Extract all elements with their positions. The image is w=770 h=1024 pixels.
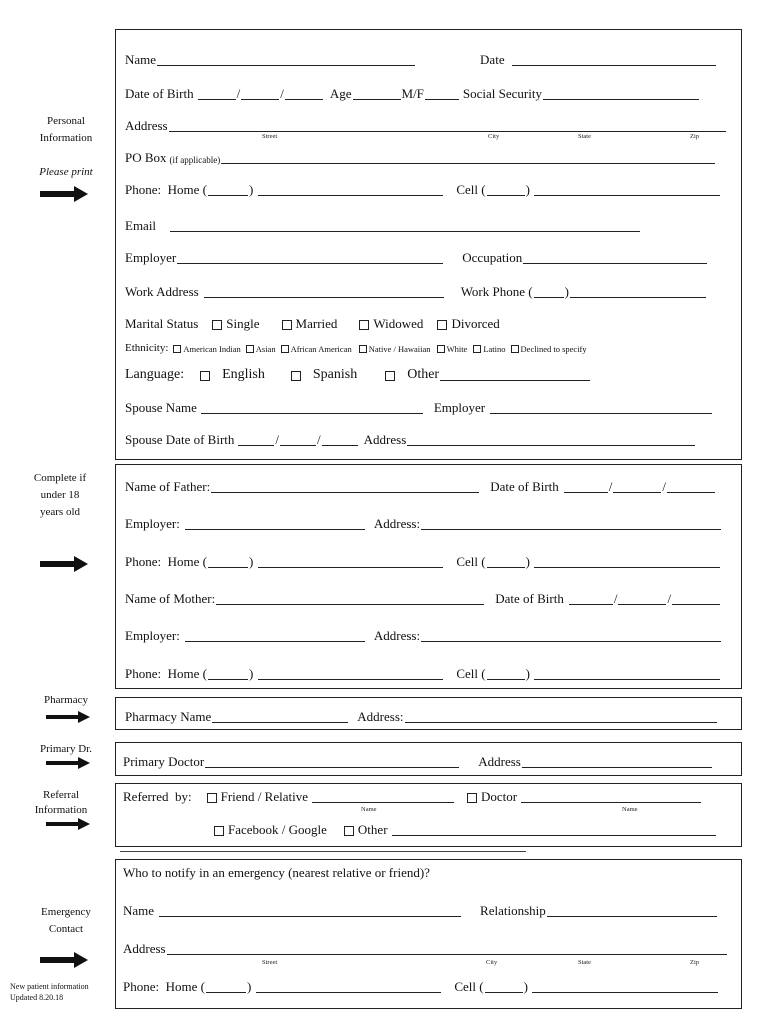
- father-employer-field[interactable]: [185, 517, 365, 530]
- father-dob-year-field[interactable]: [667, 480, 715, 493]
- language-other-field[interactable]: [440, 368, 590, 381]
- phone-area-field[interactable]: [208, 667, 248, 680]
- primary-doctor-row: [123, 754, 713, 770]
- checkbox[interactable]: [385, 371, 395, 381]
- checkbox[interactable]: [359, 345, 367, 353]
- work-phone-field[interactable]: [570, 285, 706, 298]
- dob-row: [125, 86, 700, 102]
- paren: ): [248, 554, 254, 569]
- pharmacy-address-field[interactable]: [405, 710, 717, 723]
- dob-month-field[interactable]: [198, 87, 236, 100]
- email-field[interactable]: [170, 219, 640, 232]
- work-address-field[interactable]: [204, 285, 444, 298]
- spouse-dob-year-field[interactable]: [322, 433, 358, 446]
- phone-home-field[interactable]: [258, 183, 443, 196]
- emergency-address-label: Address: [123, 941, 166, 956]
- language-row: [125, 367, 591, 383]
- address-row: [125, 118, 727, 134]
- referred-by-label: Referred by:: [123, 789, 192, 804]
- checkbox[interactable]: [282, 320, 292, 330]
- marital-option: Divorced: [451, 316, 500, 331]
- emergency-name-field[interactable]: [159, 904, 461, 917]
- spouse-dob-month-field[interactable]: [238, 433, 274, 446]
- spouse-employer-label: Employer: [433, 400, 486, 415]
- date-label: Date: [480, 52, 505, 67]
- phone-home-label: Phone: Home (: [125, 554, 207, 569]
- father-address-field[interactable]: [421, 517, 721, 530]
- form-version-footer: New patient information Updated 8.20.18: [10, 982, 89, 1002]
- marital-option: Married: [295, 316, 338, 331]
- street-hint: Street: [262, 133, 278, 140]
- mf-label: M/F: [401, 86, 424, 101]
- email-label: Email: [125, 218, 157, 233]
- separator: /: [317, 432, 321, 447]
- employer-field[interactable]: [177, 251, 443, 264]
- ethnicity-label: Ethnicity:: [125, 342, 169, 354]
- cell-label: Cell (: [456, 554, 486, 569]
- work-address-row: [125, 284, 707, 300]
- emergency-cell-field[interactable]: [532, 980, 718, 993]
- doctor-name-field[interactable]: [521, 790, 701, 803]
- primary-doctor-field[interactable]: [205, 755, 459, 768]
- father-dob-day-field[interactable]: [613, 480, 661, 493]
- age-label: Age: [329, 86, 352, 101]
- occupation-label: Occupation: [462, 250, 523, 265]
- occupation-field[interactable]: [523, 251, 707, 264]
- spouse-dob-day-field[interactable]: [280, 433, 316, 446]
- checkbox[interactable]: [467, 793, 477, 803]
- language-option: English: [222, 367, 265, 382]
- dob-label: Date of Birth: [125, 86, 194, 101]
- separator: /: [613, 591, 618, 606]
- date-field[interactable]: [512, 53, 716, 66]
- cell-area-field[interactable]: [487, 555, 525, 568]
- mother-address-label: Address:: [373, 628, 421, 643]
- relationship-label: Relationship: [480, 903, 546, 918]
- checkbox[interactable]: [473, 345, 481, 353]
- cell-label: Cell (: [454, 979, 484, 994]
- guardian-section: [115, 464, 742, 689]
- father-dob-label: Date of Birth: [490, 479, 559, 494]
- separator: /: [236, 86, 241, 101]
- checkbox[interactable]: [200, 371, 210, 381]
- mother-row: [125, 591, 721, 607]
- checkbox[interactable]: [437, 320, 447, 330]
- facebook-google-label: Facebook / Google: [228, 822, 327, 837]
- cell-label: Cell (: [456, 182, 486, 197]
- mother-name-label: Name of Mother:: [125, 591, 216, 606]
- pharmacy-row: [125, 709, 718, 725]
- cell-label: Cell (: [456, 666, 486, 681]
- spouse-dob-row: [125, 432, 696, 448]
- relationship-field[interactable]: [547, 904, 717, 917]
- primary-doctor-label: Primary Doctor: [123, 754, 205, 769]
- work-phone-area-field[interactable]: [534, 285, 564, 298]
- marital-row: [125, 316, 500, 332]
- paren: ): [525, 666, 530, 681]
- separator: /: [662, 479, 667, 494]
- city-hint: City: [486, 959, 498, 966]
- pharmacy-address-label: Address:: [357, 709, 404, 724]
- employer-row: [125, 250, 708, 266]
- doctor-referral-label: Doctor: [480, 789, 518, 804]
- marital-status-label: Marital Status: [125, 316, 199, 331]
- emergency-question-row: [123, 865, 430, 881]
- mother-phone-field[interactable]: [258, 667, 443, 680]
- spouse-employer-field[interactable]: [490, 401, 712, 414]
- mother-dob-year-field[interactable]: [672, 592, 720, 605]
- city-hint: City: [488, 133, 500, 140]
- dob-day-field[interactable]: [241, 87, 279, 100]
- cell-area-field[interactable]: [487, 667, 525, 680]
- sex-field[interactable]: [425, 87, 459, 100]
- phone-home-label: Phone: Home (: [125, 666, 207, 681]
- emergency-phone-row: [123, 979, 719, 995]
- checkbox[interactable]: [359, 320, 369, 330]
- primary-address-label: Address: [478, 754, 521, 769]
- emergency-contact-label: Emergency Contact: [41, 906, 91, 935]
- spouse-name-field[interactable]: [201, 401, 423, 414]
- ssn-label: Social Security: [462, 86, 542, 101]
- checkbox[interactable]: [291, 371, 301, 381]
- cell-area-field[interactable]: [487, 183, 525, 196]
- mother-name-field[interactable]: [216, 592, 484, 605]
- emergency-name-label: Name: [123, 903, 155, 918]
- emergency-address-field[interactable]: [167, 942, 727, 955]
- primary-address-field[interactable]: [522, 755, 712, 768]
- work-address-label: Work Address: [125, 284, 199, 299]
- mother-dob-month-field[interactable]: [569, 592, 613, 605]
- father-address-label: Address:: [373, 516, 421, 531]
- pharmacy-name-label: Pharmacy Name: [125, 709, 212, 724]
- father-name-label: Name of Father:: [125, 479, 211, 494]
- spouse-row: [125, 400, 713, 416]
- friend-relative-label: Friend / Relative: [220, 789, 308, 804]
- father-dob-month-field[interactable]: [564, 480, 608, 493]
- marital-option: Widowed: [373, 316, 424, 331]
- mother-employer-row: [125, 628, 722, 644]
- spouse-address-field[interactable]: [407, 433, 695, 446]
- father-name-field[interactable]: [211, 480, 479, 493]
- paren: ): [525, 554, 530, 569]
- father-employer-row: [125, 516, 722, 532]
- address-label: Address: [125, 118, 168, 133]
- mother-dob-label: Date of Birth: [495, 591, 564, 606]
- spouse-dob-label: Spouse Date of Birth: [125, 432, 235, 447]
- ethnicity-option: African American: [290, 344, 352, 354]
- cell-area-field[interactable]: [485, 980, 523, 993]
- divider: [120, 851, 526, 852]
- father-phone-field[interactable]: [258, 555, 443, 568]
- ethnicity-row: [125, 342, 587, 354]
- other-referral-field[interactable]: [392, 823, 716, 836]
- checkbox[interactable]: [214, 826, 224, 836]
- pharmacy-name-field[interactable]: [212, 710, 348, 723]
- arrow-right-icon: [40, 952, 90, 968]
- pharmacy-label: Pharmacy: [44, 694, 88, 706]
- checkbox[interactable]: [344, 826, 354, 836]
- separator: /: [280, 86, 284, 101]
- name-hint: Name: [622, 806, 638, 813]
- ethnicity-option: American Indian: [183, 344, 241, 354]
- checkbox[interactable]: [437, 345, 445, 353]
- arrow-right-icon: [40, 556, 90, 572]
- please-print-label: Please print: [39, 166, 93, 178]
- paren: ): [525, 182, 530, 197]
- dob-year-field[interactable]: [285, 87, 323, 100]
- paren: ): [523, 979, 528, 994]
- ethnicity-option: Native / Hawaiian: [368, 344, 431, 354]
- name-hint: Name: [361, 806, 377, 813]
- email-row: [125, 218, 641, 234]
- arrow-right-icon: [40, 186, 90, 202]
- mother-employer-field[interactable]: [185, 629, 365, 642]
- state-hint: State: [578, 133, 591, 140]
- paren: ): [248, 182, 254, 197]
- age-field[interactable]: [353, 87, 401, 100]
- paren: ): [246, 979, 252, 994]
- referral-row-1: [123, 789, 702, 805]
- separator: /: [275, 432, 280, 447]
- ethnicity-option: Latino: [483, 344, 506, 354]
- separator: /: [608, 479, 613, 494]
- emergency-phone-field[interactable]: [256, 980, 441, 993]
- mother-cell-field[interactable]: [534, 667, 720, 680]
- phone-area-field[interactable]: [208, 555, 248, 568]
- arrow-right-icon: [46, 757, 96, 769]
- paren: ): [248, 666, 254, 681]
- ethnicity-option: White: [446, 344, 468, 354]
- emergency-question: Who to notify in an emergency (nearest relative or friend)?: [123, 865, 430, 880]
- checkbox[interactable]: [173, 345, 181, 353]
- work-phone-label: Work Phone (: [460, 284, 533, 299]
- separator: /: [667, 591, 672, 606]
- checkbox[interactable]: [207, 793, 217, 803]
- checkbox[interactable]: [212, 320, 222, 330]
- mother-phone-row: [125, 666, 721, 682]
- paren: ): [564, 284, 569, 299]
- language-option: Spanish: [312, 367, 358, 382]
- mother-employer-label: Employer:: [125, 628, 180, 643]
- spouse-address-label: Address: [363, 432, 407, 447]
- pobox-row: [125, 150, 716, 166]
- emergency-name-row: [123, 903, 718, 919]
- pobox-note: (if applicable): [169, 155, 221, 165]
- arrow-right-icon: [46, 818, 96, 830]
- name-label: Name: [125, 52, 157, 67]
- emergency-address-row: [123, 941, 728, 957]
- phone-area-field[interactable]: [206, 980, 246, 993]
- father-cell-field[interactable]: [534, 555, 720, 568]
- street-hint: Street: [262, 959, 278, 966]
- referral-row-2: [214, 822, 717, 838]
- personal-information-label: Personal Information: [39, 115, 93, 144]
- employer-label: Employer: [125, 250, 177, 265]
- arrow-right-icon: [46, 711, 96, 723]
- father-employer-label: Employer:: [125, 516, 180, 531]
- zip-hint: Zip: [690, 133, 700, 140]
- spouse-name-label: Spouse Name: [125, 400, 197, 415]
- name-field[interactable]: [157, 53, 415, 66]
- phone-home-label: Phone: Home (: [123, 979, 205, 994]
- mother-dob-day-field[interactable]: [618, 592, 666, 605]
- state-hint: State: [578, 959, 591, 966]
- language-option: Other: [407, 367, 440, 382]
- ssn-field[interactable]: [543, 87, 699, 100]
- friend-name-field[interactable]: [312, 790, 454, 803]
- language-label: Language:: [125, 367, 185, 382]
- checkbox[interactable]: [281, 345, 289, 353]
- zip-hint: Zip: [690, 959, 700, 966]
- complete-if-label: Complete if under 18 years old: [33, 472, 87, 518]
- other-referral-label: Other: [357, 822, 388, 837]
- father-row: [125, 479, 716, 495]
- phone-area-field[interactable]: [208, 183, 248, 196]
- mother-address-field[interactable]: [421, 629, 721, 642]
- cell-field[interactable]: [534, 183, 720, 196]
- ethnicity-option: Declined to specify: [520, 344, 587, 354]
- checkbox[interactable]: [246, 345, 254, 353]
- name-date-row: [125, 52, 717, 68]
- pobox-field[interactable]: [221, 151, 715, 164]
- pobox-label: PO Box: [125, 150, 167, 165]
- referral-information-label: Referral Information: [34, 789, 88, 816]
- phone-home-label: Phone: Home (: [125, 182, 207, 197]
- father-phone-row: [125, 554, 721, 570]
- checkbox[interactable]: [511, 345, 519, 353]
- marital-option: Single: [226, 316, 260, 331]
- ethnicity-option: Asian: [255, 344, 276, 354]
- phone-row: [125, 182, 721, 198]
- primary-dr-label: Primary Dr.: [40, 743, 92, 755]
- address-field[interactable]: [169, 119, 726, 132]
